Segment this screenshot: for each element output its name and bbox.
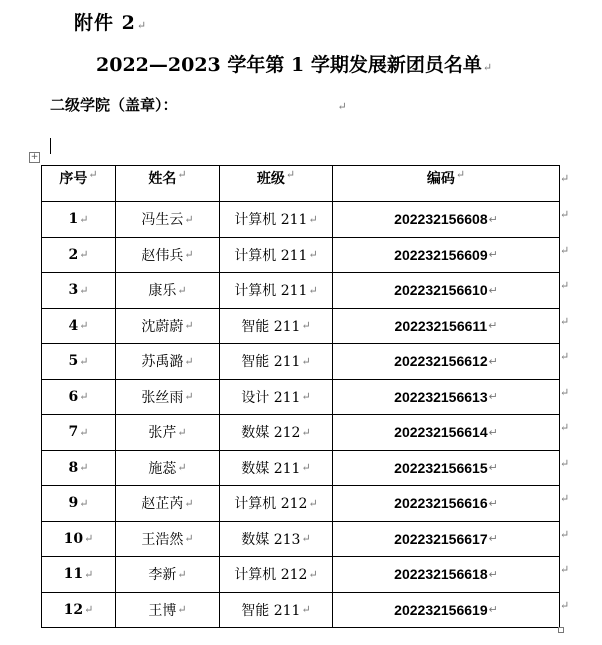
cell-no: 8 ↵	[42, 451, 116, 487]
document-title: 2022—2023 学年第 1 学期发展新团员名单↵	[96, 54, 493, 76]
table-row	[42, 486, 560, 522]
row-end-mark: ↵	[560, 421, 570, 434]
cell-no: 1 ↵	[42, 202, 116, 238]
cell-name: 李新 ↵	[116, 557, 220, 593]
row-end-mark: ↵	[560, 243, 570, 257]
cell-class: 设计 211 ↵	[220, 380, 333, 416]
cell-class: 智能 211 ↵	[220, 593, 333, 629]
cell-no: 2 ↵	[42, 238, 116, 274]
header-cell-name: 姓名 ↵	[116, 166, 220, 202]
cell-code: 202232156619 ↵	[333, 593, 560, 629]
table-row	[42, 557, 560, 593]
cell-no: 12 ↵	[42, 593, 116, 629]
row-end-mark: ↵	[560, 172, 570, 185]
row-end-mark: ↵	[560, 208, 570, 221]
cell-class: 计算机 212 ↵	[220, 486, 333, 522]
cell-no: 4 ↵	[42, 309, 116, 345]
cell-code: 202232156609 ↵	[333, 238, 560, 274]
cell-name: 赵伟兵 ↵	[116, 238, 220, 274]
cell-code: 202232156616 ↵	[333, 486, 560, 522]
cell-class: 数媒 212 ↵	[220, 415, 333, 451]
cell-name: 王浩然 ↵	[116, 522, 220, 558]
header-cell-no: 序号 ↵	[42, 166, 116, 202]
cell-no: 6 ↵	[42, 380, 116, 416]
row-end-mark: ↵	[560, 279, 570, 292]
cell-code: 202232156610 ↵	[333, 273, 560, 309]
cell-class: 计算机 211 ↵	[220, 202, 333, 238]
row-end-mark: ↵	[560, 492, 570, 505]
cell-code: 202232156608 ↵	[333, 202, 560, 238]
header-cell-class: 班级 ↵	[220, 166, 333, 202]
table-row	[42, 238, 560, 274]
row-end-mark: ↵	[560, 527, 570, 541]
row-end-mark: ↵	[560, 563, 570, 576]
cell-code: 202232156614 ↵	[333, 415, 560, 451]
row-end-mark: ↵	[560, 598, 570, 612]
header-cell-code: 编码 ↵	[333, 166, 560, 202]
cell-class: 计算机 211 ↵	[220, 238, 333, 274]
table-resize-handle[interactable]	[558, 627, 564, 633]
cell-name: 冯生云 ↵	[116, 202, 220, 238]
cell-no: 11 ↵	[42, 557, 116, 593]
table-body	[42, 202, 560, 628]
text-cursor	[50, 138, 51, 154]
cell-name: 康乐 ↵	[116, 273, 220, 309]
row-end-mark: ↵	[560, 350, 570, 363]
cell-name: 王博 ↵	[116, 593, 220, 629]
cell-code: 202232156617 ↵	[333, 522, 560, 558]
table-row	[42, 593, 560, 629]
cell-class: 计算机 212 ↵	[220, 557, 333, 593]
row-end-mark: ↵	[560, 314, 570, 328]
table-header-row	[42, 166, 560, 202]
college-seal-label: 二级学院（盖章）： ↵	[50, 96, 347, 114]
cell-code: 202232156615 ↵	[333, 451, 560, 487]
row-end-mark: ↵	[560, 456, 570, 470]
cell-no: 9 ↵	[42, 486, 116, 522]
cell-class: 数媒 213 ↵	[220, 522, 333, 558]
table-row	[42, 415, 560, 451]
cell-name: 赵芷芮 ↵	[116, 486, 220, 522]
member-table	[41, 165, 560, 628]
cell-name: 苏禹潞 ↵	[116, 344, 220, 380]
table-row	[42, 380, 560, 416]
cell-no: 10 ↵	[42, 522, 116, 558]
attachment-label: 附件 2↵	[74, 12, 148, 34]
cell-class: 智能 211 ↵	[220, 309, 333, 345]
move-handle-icon[interactable]: +	[30, 152, 39, 162]
cell-code: 202232156613 ↵	[333, 380, 560, 416]
cell-name: 张丝雨 ↵	[116, 380, 220, 416]
cell-class: 智能 211 ↵	[220, 344, 333, 380]
cell-code: 202232156611 ↵	[333, 309, 560, 345]
table-row	[42, 202, 560, 238]
row-end-mark: ↵	[560, 385, 570, 399]
cell-no: 7 ↵	[42, 415, 116, 451]
table-row	[42, 451, 560, 487]
table-row	[42, 344, 560, 380]
cell-no: 5 ↵	[42, 344, 116, 380]
cell-class: 计算机 211 ↵	[220, 273, 333, 309]
table-row	[42, 522, 560, 558]
cell-code: 202232156618 ↵	[333, 557, 560, 593]
table-row	[42, 309, 560, 345]
cell-class: 数媒 211 ↵	[220, 451, 333, 487]
table-row	[42, 273, 560, 309]
cell-code: 202232156612 ↵	[333, 344, 560, 380]
cell-name: 张芹 ↵	[116, 415, 220, 451]
cell-name: 沈蔚蔚 ↵	[116, 309, 220, 345]
cell-no: 3 ↵	[42, 273, 116, 309]
cell-name: 施蕊 ↵	[116, 451, 220, 487]
